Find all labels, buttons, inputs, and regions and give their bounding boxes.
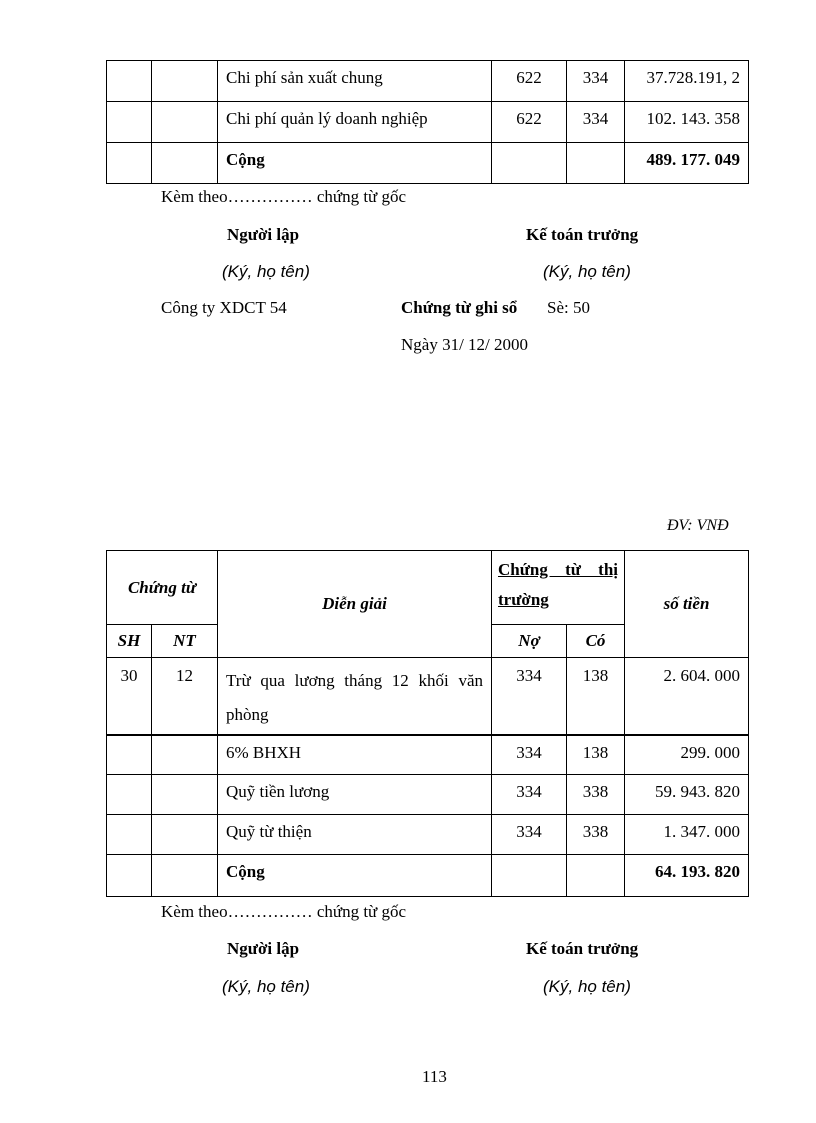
voucher-table: [106, 550, 749, 897]
chief-signature-note: (Ký, họ tên): [543, 262, 631, 281]
table-row: [107, 815, 749, 855]
table-row: [107, 735, 749, 775]
cell-amount: 59. 943. 820: [625, 775, 749, 815]
currency-unit: ĐV: VNĐ: [667, 517, 729, 534]
cell-amount: 2. 604. 000: [625, 658, 749, 735]
preparer-label: Người lập: [227, 939, 300, 958]
voucher-title: Chứng từ ghi sổ: [401, 298, 518, 317]
cell-amount: 37.728.191, 2: [625, 61, 749, 102]
header-account-line1: Chứng từ thị: [498, 560, 618, 579]
cell-credit: 334: [567, 61, 625, 102]
cell-credit: 138: [567, 735, 625, 775]
cell-debit: 622: [492, 102, 567, 143]
cell-desc: Chi phí quản lý doanh nghiệp: [218, 102, 492, 143]
cell-desc: 6% BHXH: [218, 735, 492, 775]
cell-nt: [152, 102, 218, 143]
total-amount: 64. 193. 820: [625, 855, 749, 897]
attachment-note: Kèm theo…………… chứng từ gốc: [161, 187, 407, 206]
header-account-line2: trường: [498, 590, 549, 609]
header-nt: NT: [152, 625, 218, 658]
ledger-table-continued: [106, 60, 749, 184]
cell-desc: Trừ qua lương tháng 12 khối văn phòng: [218, 658, 492, 735]
cell-credit: 338: [567, 815, 625, 855]
cell-amount: 1. 347. 000: [625, 815, 749, 855]
total-label: Cộng: [218, 143, 492, 184]
cell-credit: 338: [567, 775, 625, 815]
cell-sh: 30: [107, 658, 152, 735]
chief-accountant-label: Kế toán trưởng: [526, 225, 639, 244]
cell-sh: [107, 102, 152, 143]
cell-nt: 12: [152, 658, 218, 735]
total-label: Cộng: [218, 855, 492, 897]
table-row: [107, 658, 749, 735]
header-debit: Nợ: [492, 625, 567, 658]
cell-desc: Chi phí sản xuất chung: [218, 61, 492, 102]
cell-nt: [152, 61, 218, 102]
table-row: [107, 61, 749, 102]
cell-sh: [107, 61, 152, 102]
header-account: [492, 551, 625, 625]
preparer-label: Người lập: [227, 225, 300, 244]
chief-accountant-label: Kế toán trưởng: [526, 939, 639, 958]
cell-debit: 622: [492, 61, 567, 102]
preparer-signature-note: (Ký, họ tên): [222, 977, 310, 996]
header-credit: Có: [567, 625, 625, 658]
cell-debit: 334: [492, 735, 567, 775]
company-name: Công ty XDCT 54: [161, 298, 287, 317]
voucher-date: Ngày 31/ 12/ 2000: [401, 335, 529, 354]
attachment-note: Kèm theo…………… chứng từ gốc: [161, 902, 407, 921]
chief-signature-note: (Ký, họ tên): [543, 977, 631, 996]
cell-desc: Quỹ từ thiện: [218, 815, 492, 855]
total-amount: 489. 177. 049: [625, 143, 749, 184]
cell-credit: 334: [567, 102, 625, 143]
voucher-number: Sè: 50: [547, 298, 590, 317]
table-row: [107, 102, 749, 143]
total-row: [107, 143, 749, 184]
cell-debit: 334: [492, 815, 567, 855]
header-amount: số tiền: [625, 551, 749, 658]
preparer-signature-note: (Ký, họ tên): [222, 262, 310, 281]
table-row: [107, 775, 749, 815]
cell-debit: 334: [492, 775, 567, 815]
cell-amount: 299. 000: [625, 735, 749, 775]
cell-debit: 334: [492, 658, 567, 735]
header-chung-tu: Chứng từ: [107, 551, 218, 625]
cell-amount: 102. 143. 358: [625, 102, 749, 143]
cell-desc: Quỹ tiền lương: [218, 775, 492, 815]
page-number: 113: [422, 1067, 447, 1086]
header-sh: SH: [107, 625, 152, 658]
total-row: [107, 855, 749, 897]
header-dien-giai: Diễn giải: [218, 551, 492, 658]
cell-credit: 138: [567, 658, 625, 735]
